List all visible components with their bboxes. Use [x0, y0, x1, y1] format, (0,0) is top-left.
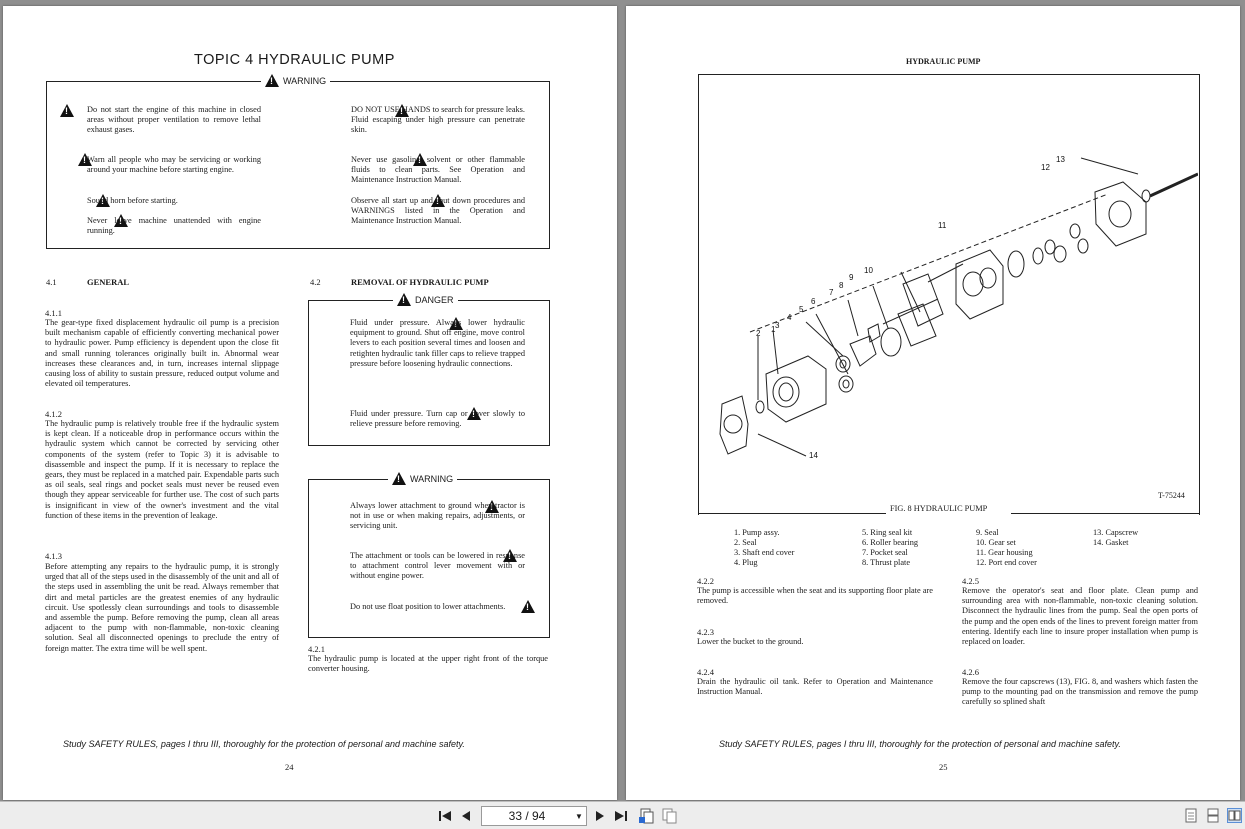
warning-item: Always lower attachment to ground when tractor is not in use or when making repairs, adjustments, or servicing unit.	[350, 501, 525, 531]
para-number: 4.2.6	[962, 667, 979, 677]
callout-label: 5	[799, 305, 804, 314]
parts-legend-col3	[976, 528, 1037, 568]
legend-item: 9. Seal	[976, 528, 999, 537]
warning-item: The attachment or tools can be lowered in response to attachment control lever movement with or without engine power.	[350, 551, 525, 581]
left-page	[3, 6, 617, 800]
last-page-button[interactable]	[613, 807, 629, 824]
dropdown-arrow-icon: ▼	[575, 811, 583, 821]
paragraph: Lower the bucket to the ground.	[697, 637, 804, 646]
callout-label: 13	[1056, 155, 1065, 164]
assembly-axis-line	[750, 194, 1108, 332]
shaft-end-cover-bore	[773, 377, 799, 407]
single-page-icon	[1185, 808, 1197, 823]
warning-item: Observe all start up and shut down procedures and WARNINGS listed in the Operation and Maintenance Instruction Manual.	[351, 196, 525, 226]
para-number: 4.1.1	[45, 308, 62, 318]
danger-legend	[393, 293, 458, 306]
warning-item: Warn all people who may be servicing or working around your machine before starting engine.	[87, 155, 261, 175]
first-page-button[interactable]	[437, 807, 453, 824]
danger-item: Fluid under pressure. Turn cap or cover slowly to relieve pressure before removing.	[350, 409, 525, 429]
paragraph: The gear-type fixed displacement hydraulic oil pump is a precision built mechanism capable of efficiently converting mechanical power to hydraulic power. Pump efficiency is dependent upon the close fit and small running tolerances originally built in. Abnormal wear increases these clearances and, in turn, increases internal slippage causing loss of ability to sustain pressure, reduced output volume and elevated oil temperatures.	[45, 318, 279, 389]
legend-item: 10. Gear set	[976, 538, 1016, 547]
paragraph: The hydraulic pump is relatively trouble free if the hydraulic system is kept clean. If a noticeable drop in performance occurs within the hydraulic system which cannot be corrected by servicing other components of the system (refer to Topic 3) it is advisable to disassemble and inspect the pump. If it is necessary to replace the gears, they must be replaced in a matched pair. Expendable parts such as oil seals, seal rings and pocket seals must never be reused even though they appear serviceable for further use. The cost of such parts is insignificant in view of the owner's investment and the vital function of these items in the prevention of leakage.	[45, 419, 279, 520]
right-page	[626, 6, 1240, 800]
warning-item: Do not use float position to lower attachments.	[350, 602, 506, 611]
warning-label: WARNING	[410, 473, 454, 484]
copy-pages-icon	[662, 808, 678, 824]
continuous-page-icon	[1207, 808, 1219, 823]
two-page-icon	[1227, 808, 1242, 823]
warning-item: Never use gasoline, solvent or other flammable fluids to clean parts. See Operation and Maintenance Instruction Manual.	[351, 155, 525, 185]
legend-item: 12. Port end cover	[976, 558, 1037, 567]
figure-caption: FIG. 8 HYDRAULIC PUMP	[890, 504, 988, 513]
prev-page-icon	[461, 810, 471, 822]
pocket-seal-part	[868, 324, 880, 342]
paragraph: Remove the operator's seat and floor plate. Clean pump and surrounding area with non-flammable, non-toxic cleaning solution. Disconnect the hydraulic lines from the pump. Seal the open ports of the pump and the open ends of the lines to prevent foreign matter from entering. Identify each line to insure proper installation when pump is replaced on loader.	[962, 586, 1198, 647]
callout-label: 14	[809, 451, 818, 460]
figure-frame-bottom-left	[698, 513, 886, 514]
para-number: 4.2.1	[308, 644, 325, 654]
section-title: REMOVAL OF HYDRAULIC PUMP	[351, 277, 489, 287]
two-page-view-button[interactable]	[1226, 807, 1242, 824]
legend-item: 5. Ring seal kit	[862, 528, 913, 537]
para-number: 4.2.3	[697, 627, 714, 637]
gasket-hole	[724, 415, 742, 433]
callout-label: 1	[771, 325, 776, 334]
callout-label: 9	[849, 273, 854, 282]
hydraulic-pump-exploded-diagram	[698, 74, 1198, 512]
warning-legend	[261, 74, 330, 87]
single-page-view-button[interactable]	[1183, 807, 1199, 824]
warning-triangle-icon	[392, 472, 406, 485]
callout-label: 3	[775, 321, 780, 330]
paragraph: The hydraulic pump is located at the upper right front of the torque converter housing.	[308, 654, 548, 674]
callout-label: 2	[756, 329, 761, 338]
legend-item: 7. Pocket seal	[862, 548, 908, 557]
para-number: 4.2.5	[962, 576, 979, 586]
paragraph: The pump is accessible when the seat and its supporting floor plate are removed.	[697, 586, 933, 606]
viewer-toolbar	[0, 801, 1245, 829]
seal-ring-part	[1008, 251, 1024, 277]
legend-item: 13. Capscrew	[1093, 528, 1139, 537]
parts-legend-col2	[862, 528, 918, 568]
callout-label: 11	[938, 221, 947, 230]
seal-part	[756, 401, 764, 413]
ring-seal-part	[881, 328, 901, 356]
warning-item: DO NOT USE HANDS to search for pressure leaks. Fluid escaping under high pressure can penetrate skin.	[351, 105, 525, 135]
warning-item: Do not start the engine of this machine in closed areas without proper ventilation to remove lethal exhaust gases.	[87, 105, 261, 135]
roller-bearing-small	[1033, 248, 1043, 264]
callout-label: 8	[839, 281, 844, 290]
last-page-icon	[614, 810, 628, 822]
figure-code: T-75244	[1158, 491, 1185, 500]
paragraph: Remove the four capscrews (13), FIG. 8, and washers which fasten the pump to the mounting pad on the transmission and remove the pump carefully so splined shaft	[962, 677, 1198, 707]
legend-item: 8. Thrust plate	[862, 558, 911, 567]
para-number: 4.2.4	[697, 667, 714, 677]
paragraph: Drain the hydraulic oil tank. Refer to Operation and Maintenance Instruction Manual.	[697, 677, 933, 697]
para-number: 4.1.2	[45, 409, 62, 419]
page-number: 25	[939, 762, 948, 772]
danger-item: Fluid under pressure. Always lower hydraulic equipment to ground. Shut off engine, move control levers to each position several times and loosen and retighten hydraulic tank filler caps to relieve trapped pressure before loosening hydraulic connections.	[350, 318, 525, 368]
port-end-cover-part	[1095, 182, 1146, 246]
callout-label: 7	[829, 288, 834, 297]
continuous-view-button[interactable]	[1205, 807, 1221, 824]
first-page-icon	[438, 810, 452, 822]
figure-frame-bottom-right	[1011, 513, 1199, 514]
thumbnails-icon	[639, 808, 655, 824]
legend-item: 3. Shaft end cover	[734, 548, 795, 557]
legend-item: 11. Gear housing	[976, 548, 1033, 557]
copy-button[interactable]	[661, 807, 679, 824]
safety-note: Study SAFETY RULES, pages I thru III, thoroughly for the protection of personal and machine safety.	[63, 739, 465, 749]
next-page-button[interactable]	[593, 807, 607, 824]
legend-item: 4. Plug	[734, 558, 758, 567]
page-number: 24	[285, 762, 294, 772]
para-number: 4.1.3	[45, 551, 62, 561]
legend-item: 14. Gasket	[1093, 538, 1129, 547]
paragraph: Before attempting any repairs to the hydraulic pump, it is strongly urged that all of the steps used in the disassembly of the unit and all of the steps used in assembling the unit be read. Always remember that dirt and metal particles are the greatest enemies of any hydraulic circuit. Use spotlessly clean surroundings and tools to disassemble and assemble the pump. Before removing the pump, clean all areas adjacent to the pump with non-flammable, non-toxic cleaning solution. Seal all disconnected openings to preclude the entry of foreign matter. The extra time will be well spent.	[45, 562, 279, 653]
page-select[interactable]	[481, 806, 587, 826]
callout-label: 12	[1041, 163, 1050, 172]
page-header: HYDRAULIC PUMP	[906, 57, 981, 66]
topic-title: TOPIC 4 HYDRAULIC PUMP	[194, 52, 395, 68]
prev-page-button[interactable]	[459, 807, 473, 824]
warning-triangle-icon	[60, 104, 74, 117]
shaft-end-cover-part	[766, 356, 826, 422]
safety-note: Study SAFETY RULES, pages I thru III, thoroughly for the protection of personal and machine safety.	[719, 739, 1121, 749]
legend-item: 2. Seal	[734, 538, 757, 547]
legend-item: 6. Roller bearing	[862, 538, 918, 547]
section-title: GENERAL	[87, 277, 130, 287]
thumbnails-button[interactable]	[638, 807, 656, 824]
warning-label: WARNING	[283, 75, 327, 86]
callout-label: 10	[864, 266, 873, 275]
warning-triangle-icon	[265, 74, 279, 87]
callout-label: 4	[787, 313, 792, 322]
warning-item: Never leave machine unattended with engine running.	[87, 216, 261, 236]
danger-label: DANGER	[415, 294, 454, 305]
capscrew-part	[1150, 174, 1198, 196]
callout-label: 6	[811, 297, 816, 306]
parts-legend-col4	[1093, 528, 1138, 548]
page-indicator: 33 / 94	[508, 809, 546, 823]
parts-legend-col1	[734, 528, 794, 568]
section-number: 4.2	[310, 277, 321, 287]
legend-item: 1. Pump assy.	[734, 528, 780, 537]
warning-legend-2	[388, 472, 457, 485]
next-page-icon	[595, 810, 605, 822]
section-number: 4.1	[46, 277, 57, 287]
warning-item: Sound horn before starting.	[87, 196, 178, 205]
danger-triangle-icon	[397, 293, 411, 306]
para-number: 4.2.2	[697, 576, 714, 586]
